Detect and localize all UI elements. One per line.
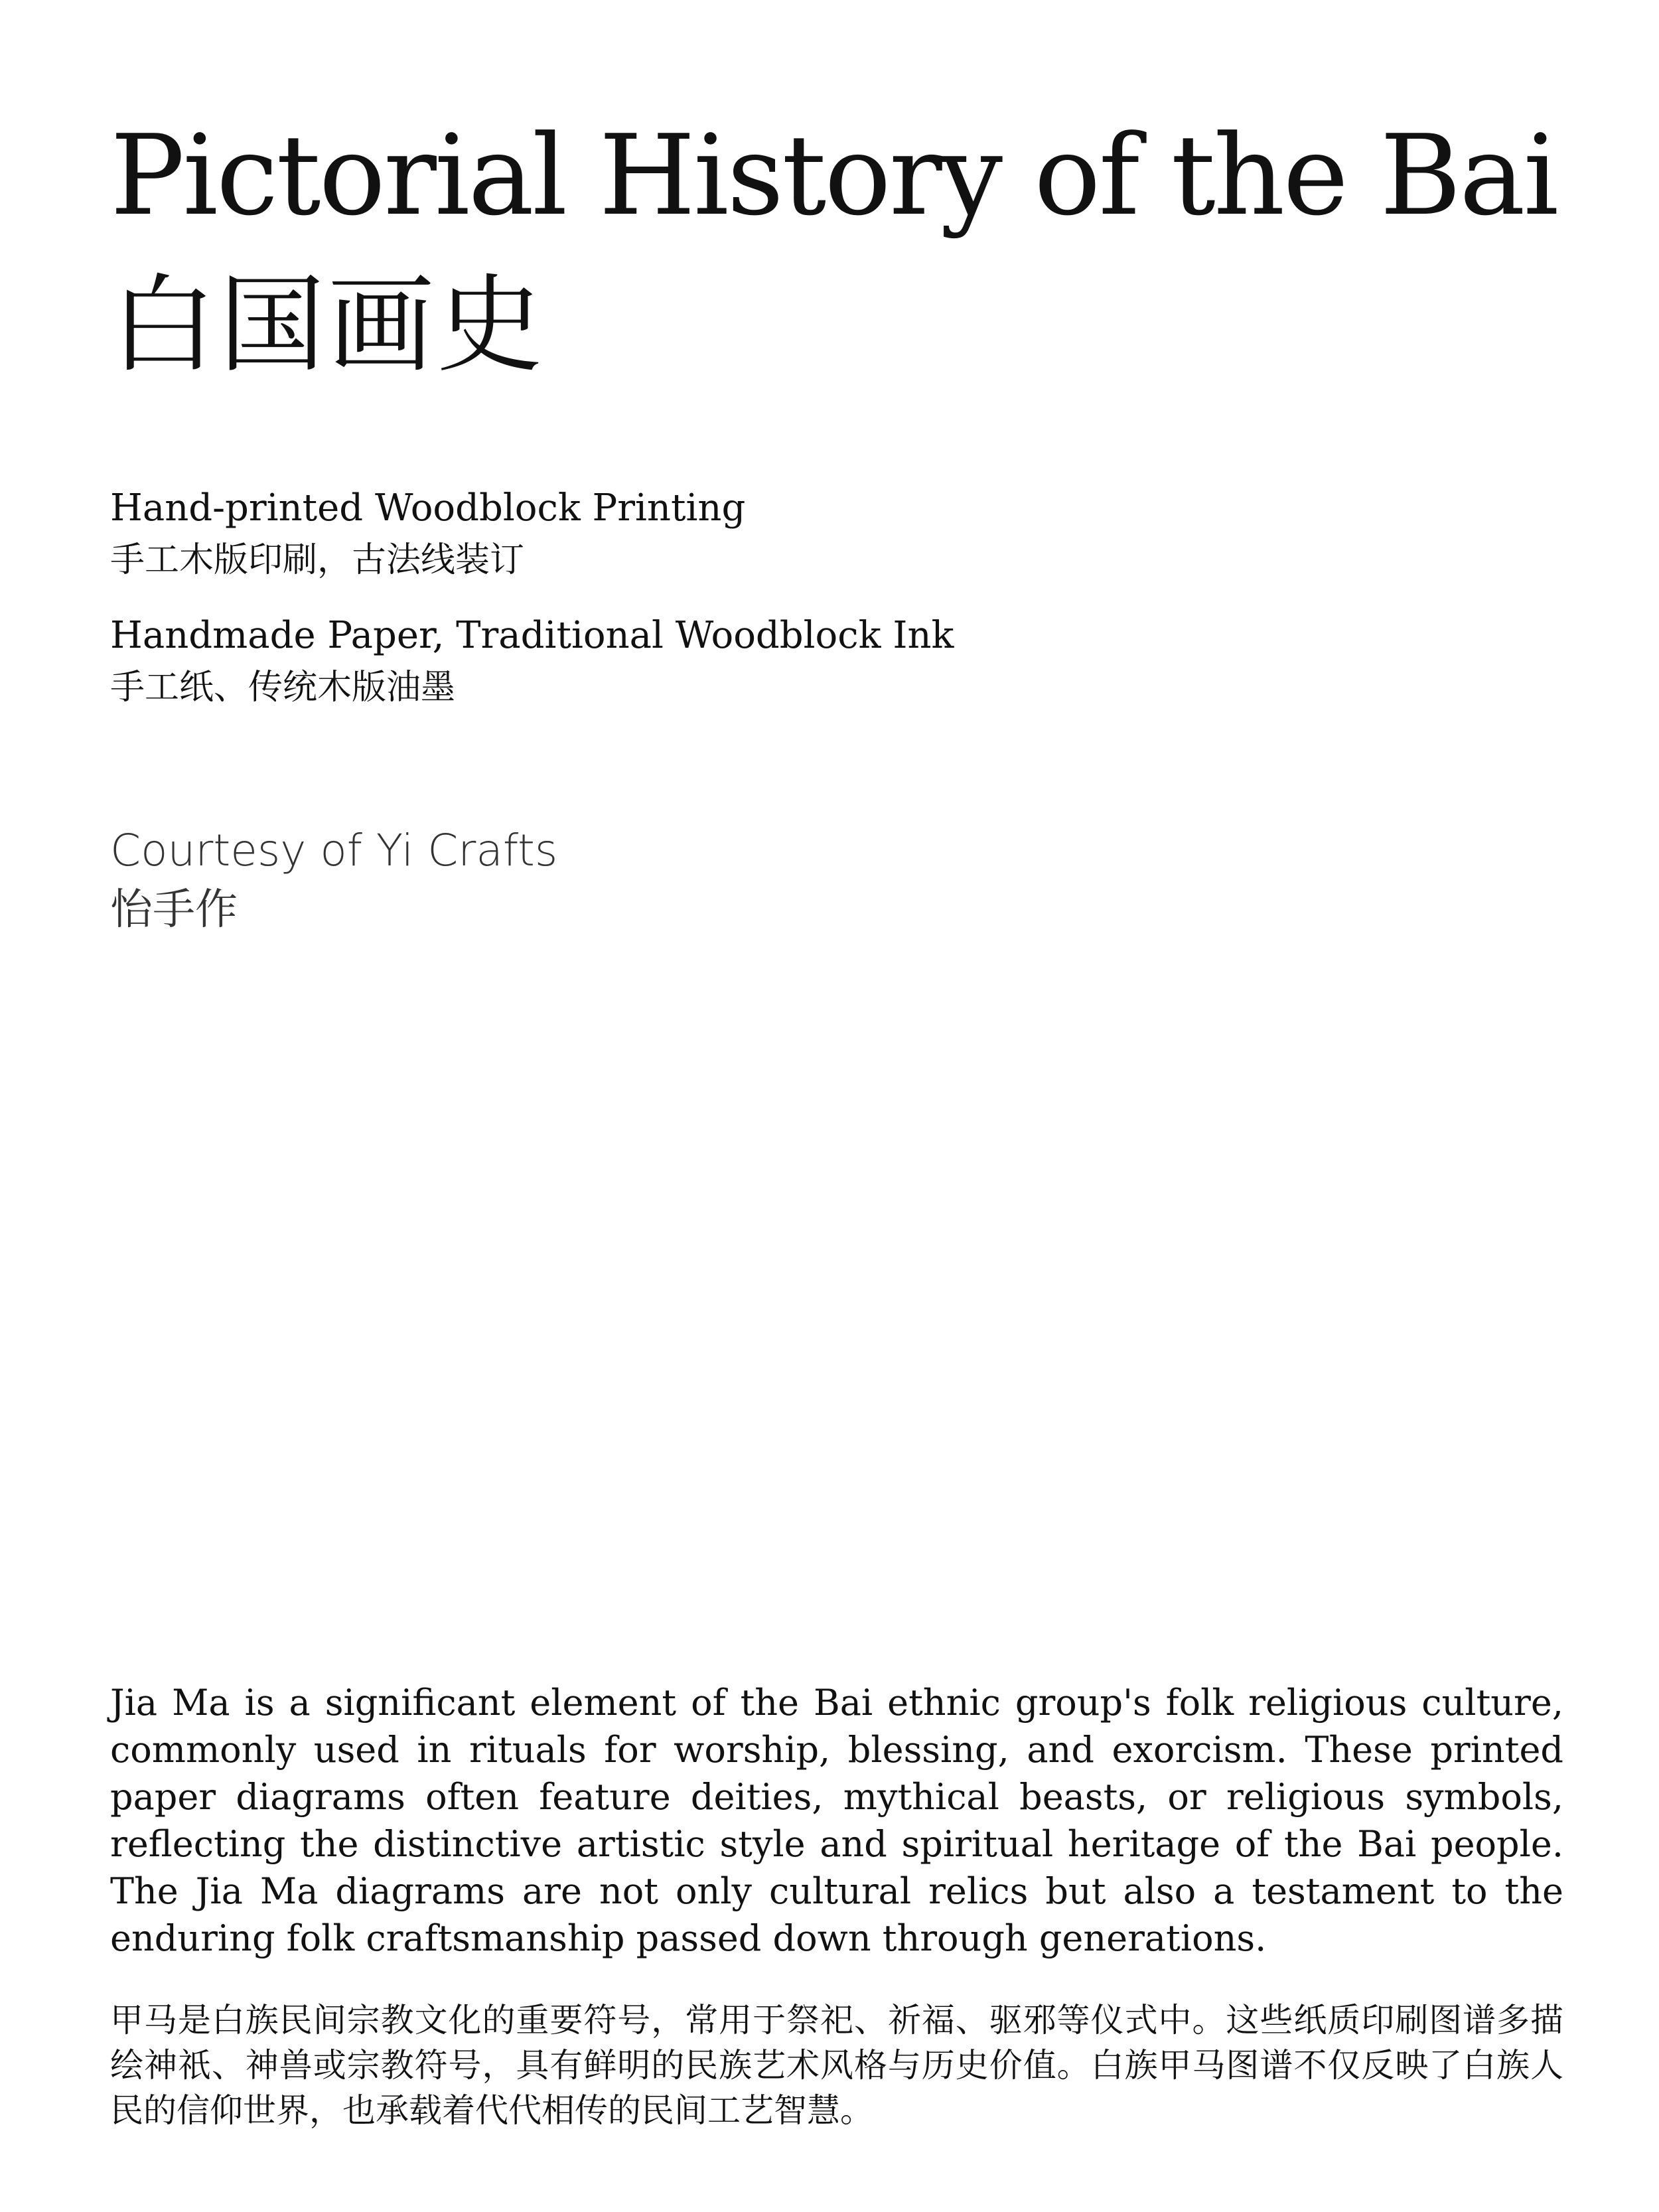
materials-chinese: 手工纸、传统木版油墨 <box>110 668 456 707</box>
credit-english: Courtesy of Yi Crafts <box>110 825 558 876</box>
title-chinese: 白国画史 <box>110 263 546 387</box>
title-english: Pictorial History of the Bai <box>110 111 1557 240</box>
description-english: Jia Ma is a significant element of the Bai ethnic group's folk religious culture, commonly used in rituals for worship, blessing, and exorcism. These printed paper diagrams often feature deities, mythical beasts, or religious symbols, reflecting the distinctive artistic style and spiritual heritage of the Bai people. The Jia Ma diagrams are not only cultural relics but also a testament to the enduring folk craftsmanship passed down through generations. <box>110 1682 1563 1959</box>
description-chinese: 甲马是白族民间宗教文化的重要符号，常用于祭祀、祈福、驱邪等仪式中。这些纸质印刷图谱多描绘神祇、神兽或宗教符号，具有鲜明的民族艺术风格与历史价值。白族甲马图谱不仅反映了白族人民的信仰世界，也承载着代代相传的民间工艺智慧。 <box>110 2001 1563 2130</box>
credit-chinese: 怡手作 <box>110 885 238 934</box>
materials-english: Handmade Paper, Traditional Woodblock Ink <box>110 614 954 657</box>
printing-method-chinese: 手工木版印刷，古法线装订 <box>110 540 525 580</box>
printing-method-english: Hand-printed Woodblock Printing <box>110 486 746 530</box>
